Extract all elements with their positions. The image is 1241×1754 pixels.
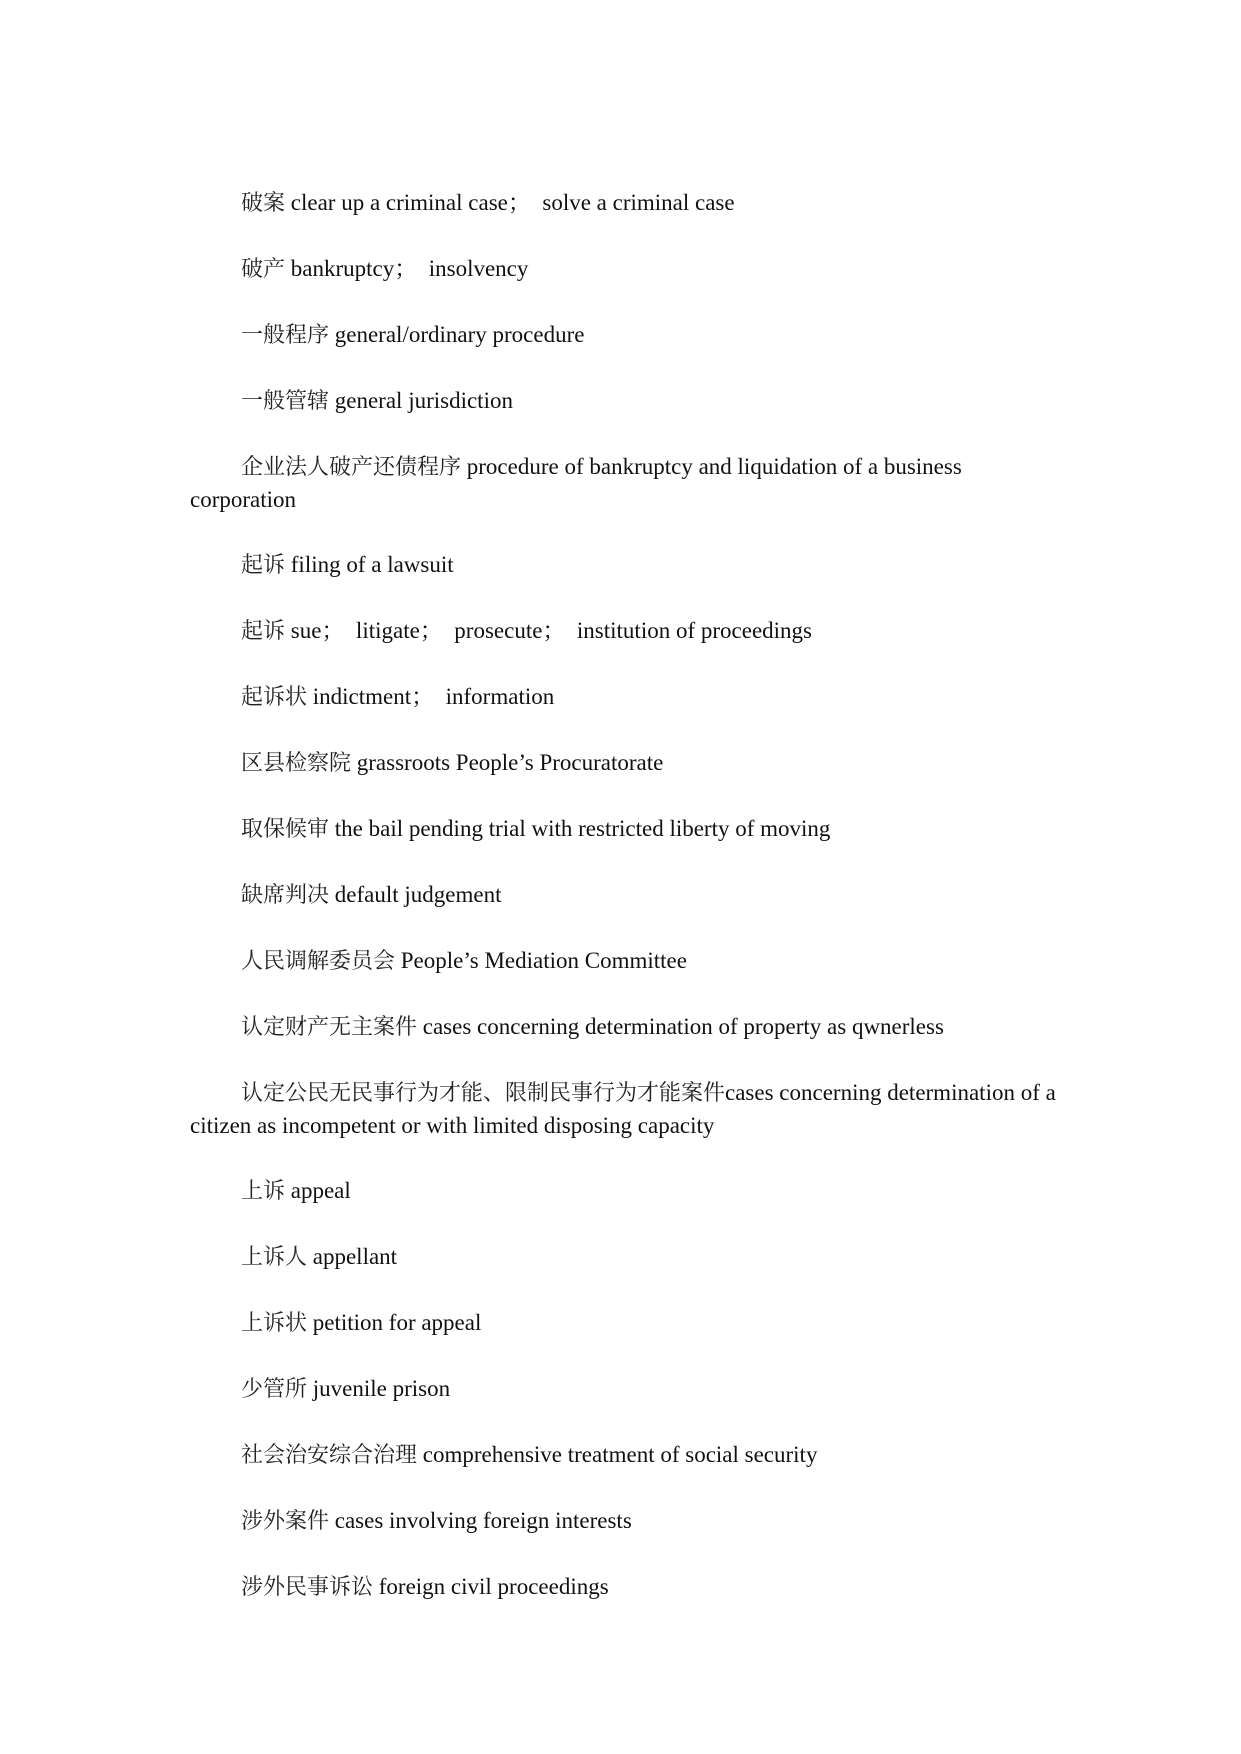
glossary-entry: [190, 451, 1070, 516]
term-english: juvenile prison: [312, 1376, 451, 1401]
glossary-entry: [190, 319, 1070, 352]
term-chinese: 区县检察院: [241, 751, 352, 776]
glossary-entry: [190, 1505, 1070, 1538]
glossary-entry: [190, 747, 1070, 780]
term-english: the bail pending trial with restricted liberty of moving: [334, 816, 831, 841]
term-english: comprehensive treatment of social security: [422, 1442, 818, 1467]
term-chinese: 上诉状: [241, 1311, 308, 1336]
term-english: foreign civil proceedings: [378, 1574, 609, 1599]
term-english: appeal: [290, 1178, 351, 1203]
term-chinese: 缺席判决: [241, 883, 330, 908]
glossary-entry: [190, 1307, 1070, 1340]
term-chinese: 取保候审: [241, 817, 330, 842]
glossary-entry: [190, 1011, 1070, 1044]
term-chinese: 涉外民事诉讼: [241, 1575, 374, 1600]
glossary-entry: [190, 549, 1070, 582]
glossary-entry: [190, 879, 1070, 912]
term-chinese: 破产: [241, 257, 286, 282]
term-chinese: 认定财产无主案件: [241, 1015, 418, 1040]
term-chinese: 社会治安综合治理: [241, 1443, 418, 1468]
term-chinese: 上诉人: [241, 1245, 308, 1270]
term-english: general/ordinary procedure: [334, 322, 585, 347]
term-chinese: 起诉: [241, 553, 286, 578]
term-english: People’s Mediation Committee: [400, 948, 687, 973]
term-english: appellant: [312, 1244, 398, 1269]
glossary-entry: [190, 1439, 1070, 1472]
glossary-entry: [190, 1241, 1070, 1274]
term-english: sue； litigate； prosecute； institution of proceedings: [290, 618, 812, 643]
glossary-entry: [190, 1175, 1070, 1208]
term-chinese: 起诉: [241, 619, 286, 644]
term-english: bankruptcy； insolvency: [290, 256, 529, 281]
glossary-list: [190, 187, 1070, 1637]
glossary-entry: [190, 681, 1070, 714]
glossary-entry: [190, 813, 1070, 846]
term-chinese: 认定公民无民事行为才能、限制民事行为才能案件: [241, 1081, 726, 1106]
term-english: procedure of bankruptcy and liquidation of a business corporation: [190, 454, 962, 512]
term-chinese: 破案: [241, 191, 286, 216]
term-chinese: 起诉状: [241, 685, 308, 710]
term-english: default judgement: [334, 882, 502, 907]
term-english: indictment； information: [312, 684, 555, 709]
glossary-entry: [190, 187, 1070, 220]
term-chinese: 企业法人破产还债程序: [241, 455, 462, 480]
term-english: general jurisdiction: [334, 388, 513, 413]
term-english: cases concerning determination of a citizen as incompetent or with limited disposing capacity: [190, 1080, 1056, 1138]
term-english: clear up a criminal case； solve a criminal case: [290, 190, 735, 215]
glossary-entry: [190, 253, 1070, 286]
term-english: filing of a lawsuit: [290, 552, 454, 577]
glossary-entry: [190, 1373, 1070, 1406]
term-chinese: 一般管辖: [241, 389, 330, 414]
glossary-entry: [190, 615, 1070, 648]
term-chinese: 人民调解委员会: [241, 949, 396, 974]
term-chinese: 一般程序: [241, 323, 330, 348]
term-chinese: 上诉: [241, 1179, 286, 1204]
glossary-entry: [190, 945, 1070, 978]
term-chinese: 涉外案件: [241, 1509, 330, 1534]
term-english: grassroots People’s Procuratorate: [356, 750, 664, 775]
term-english: cases concerning determination of property as qwnerless: [422, 1014, 944, 1039]
term-english: petition for appeal: [312, 1310, 482, 1335]
term-chinese: 少管所: [241, 1377, 308, 1402]
glossary-entry: [190, 1571, 1070, 1604]
term-english: cases involving foreign interests: [334, 1508, 632, 1533]
glossary-entry: [190, 385, 1070, 418]
glossary-entry: [190, 1077, 1070, 1142]
